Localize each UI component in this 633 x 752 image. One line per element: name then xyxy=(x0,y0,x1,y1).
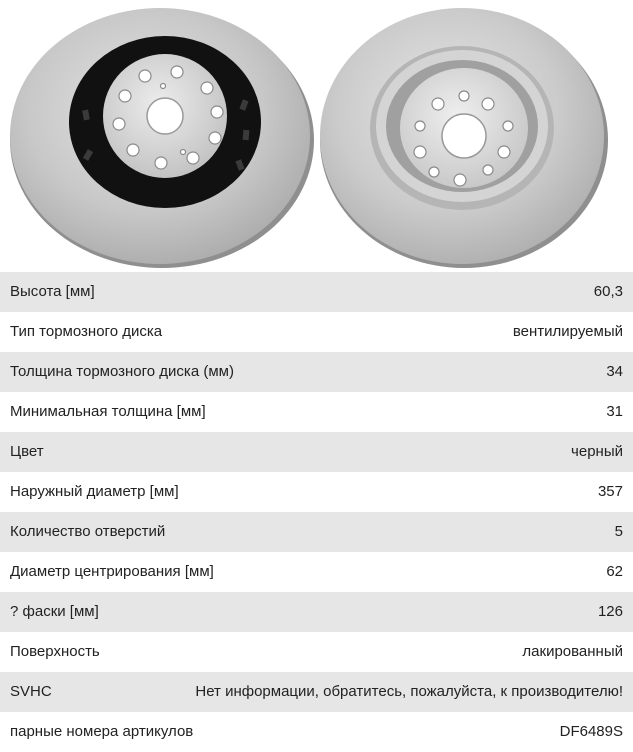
spec-row-color xyxy=(0,432,633,472)
spec-value: DF6489S xyxy=(559,723,623,740)
spec-value: черный xyxy=(571,443,623,460)
spec-value: 62 xyxy=(606,563,623,580)
spec-label: Высота [мм] xyxy=(10,283,95,300)
spec-label: SVHC xyxy=(10,683,52,700)
spec-row-disc-thickness xyxy=(0,352,633,392)
spec-label: Поверхность xyxy=(10,643,100,660)
brake-disc-front-image xyxy=(5,0,315,272)
spec-label: парные номера артикулов xyxy=(10,723,194,740)
spec-value: 357 xyxy=(597,483,623,500)
spec-value: 34 xyxy=(606,363,623,380)
spec-row-paired-articles xyxy=(0,712,633,752)
spec-row-surface xyxy=(0,632,633,672)
spec-row-disc-type xyxy=(0,312,633,352)
spec-row-height xyxy=(0,272,633,312)
spec-row-min-thickness xyxy=(0,392,633,432)
spec-label: Количество отверстий xyxy=(10,523,166,540)
spec-label: Минимальная толщина [мм] xyxy=(10,403,206,420)
spec-label: ? фаски [мм] xyxy=(10,603,99,620)
spec-value: 31 xyxy=(606,403,623,420)
spec-value: 5 xyxy=(614,523,623,540)
spec-row-centering-diameter xyxy=(0,552,633,592)
specifications-table xyxy=(0,272,633,752)
spec-row-outer-diameter xyxy=(0,472,633,512)
spec-label: Наружный диаметр [мм] xyxy=(10,483,179,500)
spec-value: 126 xyxy=(597,603,623,620)
spec-row-chamfer xyxy=(0,592,633,632)
spec-value: вентилируемый xyxy=(512,323,623,340)
spec-label: Диаметр центрирования [мм] xyxy=(10,563,214,580)
spec-label: Тип тормозного диска xyxy=(10,323,163,340)
spec-value: Нет информации, обратитесь, пожалуйста, к производителю! xyxy=(195,683,623,700)
brake-disc-rear-image xyxy=(318,0,628,272)
product-images xyxy=(0,0,633,272)
spec-row-hole-count xyxy=(0,512,633,552)
spec-value: лакированный xyxy=(522,643,623,660)
spec-label: Толщина тормозного диска (мм) xyxy=(10,363,234,380)
spec-label: Цвет xyxy=(10,443,44,460)
spec-value: 60,3 xyxy=(593,283,623,300)
spec-row-svhc xyxy=(0,672,633,712)
